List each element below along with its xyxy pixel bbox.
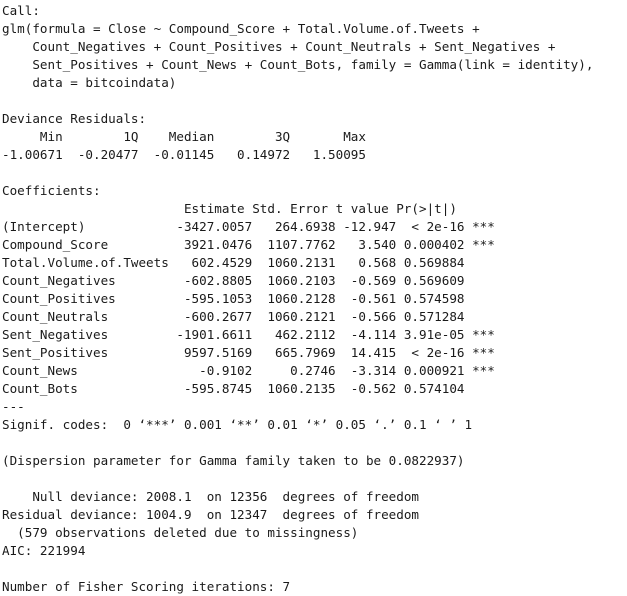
blank-line [2,560,625,578]
blank-line [2,434,625,452]
missingness-note: (579 observations deleted due to missingness) [2,525,359,540]
call-line: Count_Negatives + Count_Positives + Count_Neutrals + Sent_Negatives + [2,39,556,54]
blank-line [2,164,625,182]
residual-deviance: Residual deviance: 1004.9 on 12347 degrees of freedom [2,507,420,522]
null-deviance: Null deviance: 2008.1 on 12356 degrees of freedom [2,489,420,504]
deviance-residuals-values: -1.00671 -0.20477 -0.01145 0.14972 1.50095 [2,147,382,162]
aic-value: AIC: 221994 [2,543,86,558]
signif-codes: Signif. codes: 0 ‘***’ 0.001 ‘**’ 0.01 ‘*’ 0.05 ‘.’ 0.1 ‘ ’ 1 [2,417,473,432]
coefficient-row: (Intercept) -3427.0057 264.6938 -12.947 < 2e-16 *** [2,219,495,234]
coefficients-header: Estimate Std. Error t value Pr(>|t|) [2,201,488,216]
deviance-residuals-label: Deviance Residuals: [2,111,147,126]
coefficient-row: Count_Bots -595.8745 1060.2135 -0.562 0.574104 [2,381,495,396]
dispersion-note: (Dispersion parameter for Gamma family taken to be 0.0822937) [2,453,465,468]
call-label: Call: [2,3,40,18]
coefficients-separator: --- [2,399,25,414]
coefficient-row: Count_Neutrals -600.2677 1060.2121 -0.566 0.571284 [2,309,495,324]
blank-line [2,92,625,110]
coefficients-label: Coefficients: [2,183,101,198]
coefficient-row: Compound_Score 3921.0476 1107.7762 3.540 0.000402 *** [2,237,495,252]
coefficient-row: Count_Negatives -602.8805 1060.2103 -0.569 0.569609 [2,273,495,288]
r-console-output [2,2,625,594]
coefficient-row: Count_News -0.9102 0.2746 -3.314 0.000921 *** [2,363,495,378]
deviance-residuals-header: Min 1Q Median 3Q Max [2,129,382,144]
coefficient-row: Total.Volume.of.Tweets 602.4529 1060.2131 0.568 0.569884 [2,255,495,270]
coefficient-row: Sent_Negatives -1901.6611 462.2112 -4.114 3.91e-05 *** [2,327,495,342]
blank-line [2,470,625,488]
call-line: Sent_Positives + Count_News + Count_Bots, family = Gamma(link = identity), [2,57,594,72]
call-line: data = bitcoindata) [2,75,177,90]
coefficient-row: Count_Positives -595.1053 1060.2128 -0.561 0.574598 [2,291,495,306]
fisher-iterations: Number of Fisher Scoring iterations: 7 [2,579,291,594]
call-line: glm(formula = Close ~ Compound_Score + Total.Volume.of.Tweets + [2,21,480,36]
coefficient-row: Sent_Positives 9597.5169 665.7969 14.415 < 2e-16 *** [2,345,495,360]
